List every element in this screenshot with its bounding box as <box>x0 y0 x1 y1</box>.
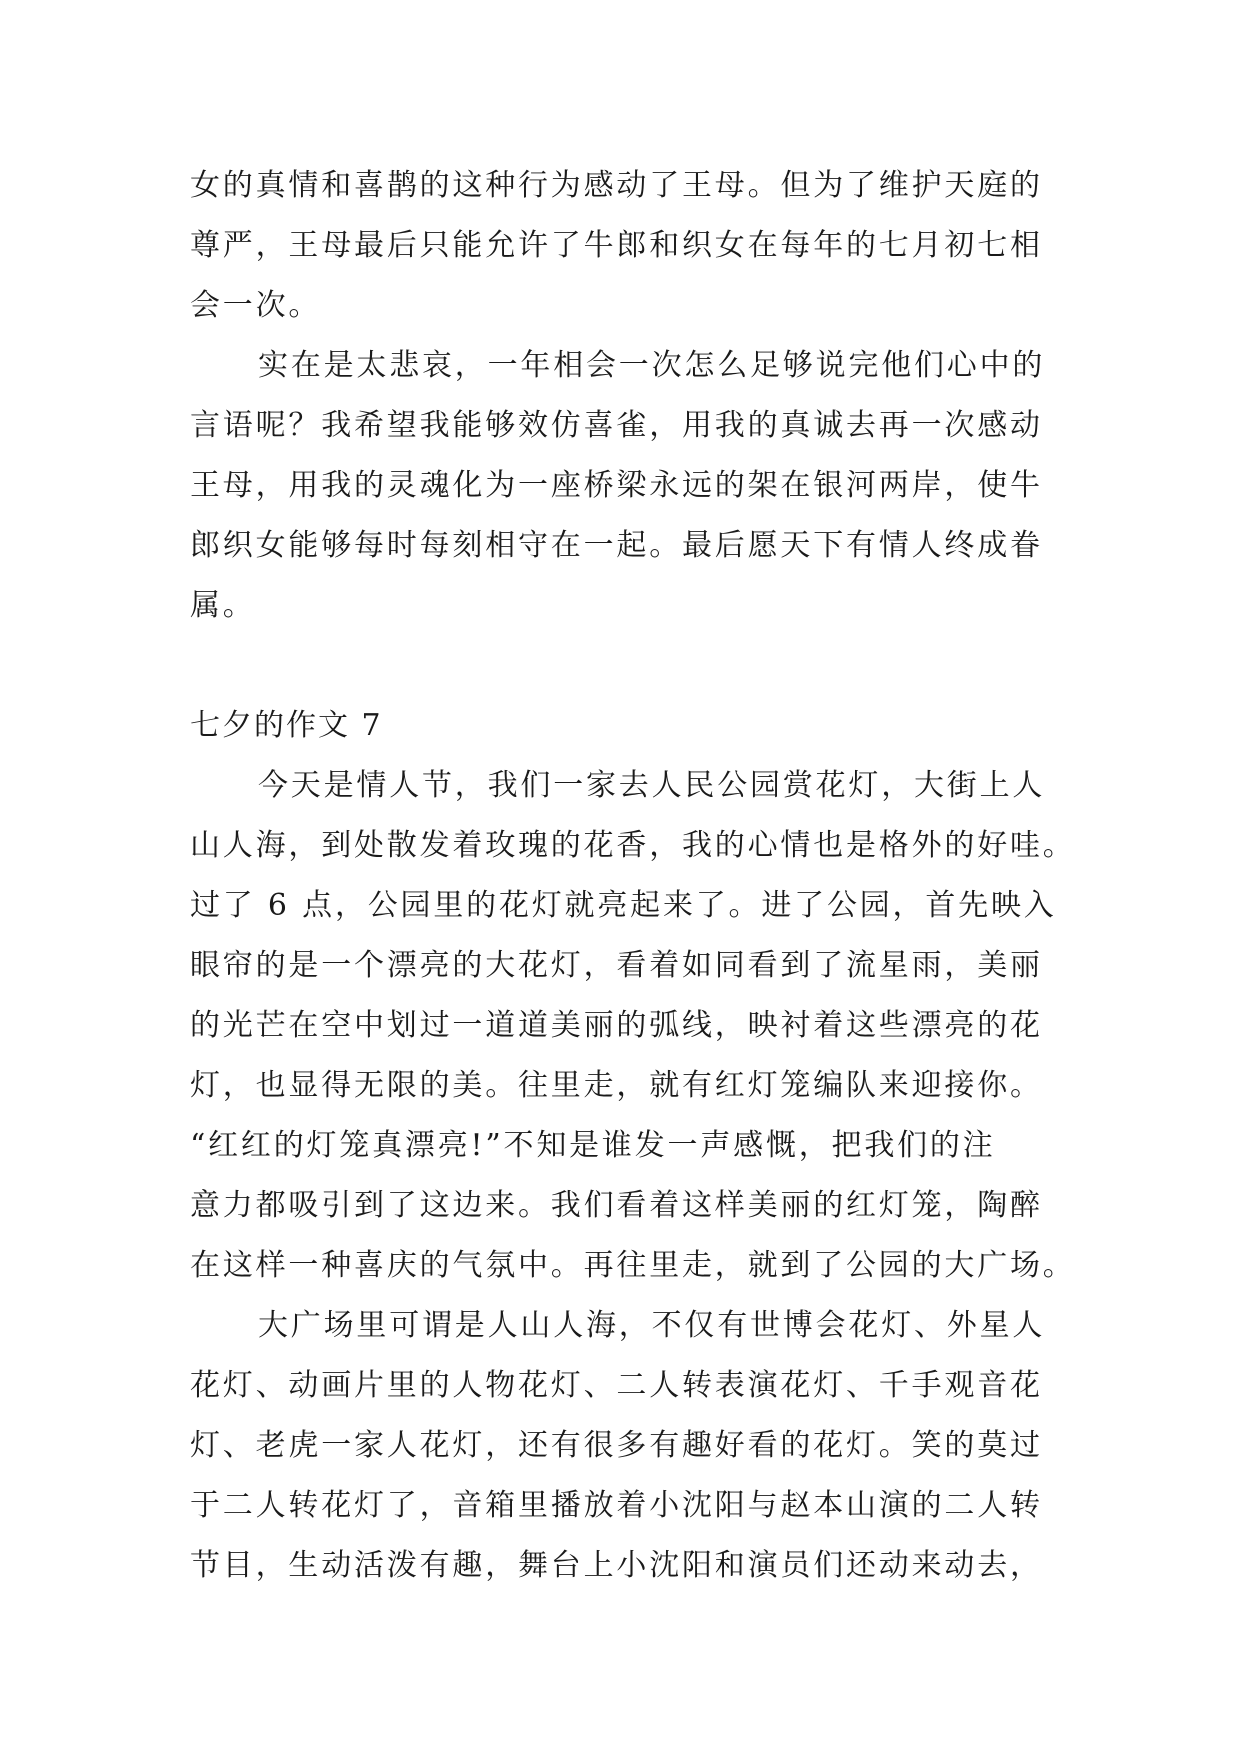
text-line: 大广场里可谓是人山人海，不仅有世博会花灯、外星人 <box>258 1308 1046 1343</box>
text-line: 在这样一种喜庆的气氛中。再往里走，就到了公园的大广场。 <box>190 1248 1076 1283</box>
paragraph-2 <box>190 336 1055 636</box>
text-line: 节目，生动活泼有趣，舞台上小沈阳和演员们还动来动去， <box>190 1548 1043 1583</box>
text-line: 的光芒在空中划过一道道美丽的弧线，映衬着这些漂亮的花 <box>190 1008 1043 1043</box>
text-line: 郎织女能够每时每刻相守在一起。最后愿天下有情人终成眷 <box>190 528 1043 563</box>
text-line: 言语呢？我希望我能够效仿喜雀，用我的真诚去再一次感动 <box>190 408 1043 443</box>
text-line: “红红的灯笼真漂亮!”不知是谁发一声感慨，把我们的注 <box>190 1128 996 1163</box>
paragraph-3 <box>190 756 1076 1296</box>
text-line: 会一次。 <box>190 288 322 323</box>
text-line: 过了 6 点，公园里的花灯就亮起来了。进了公园，首先映入 <box>190 888 1057 923</box>
text-line: 属。 <box>190 588 256 623</box>
text-line: 山人海，到处散发着玫瑰的花香，我的心情也是格外的好哇。 <box>190 828 1076 863</box>
text-line: 王母，用我的灵魂化为一座桥梁永远的架在银河两岸，使牛 <box>190 468 1043 503</box>
document-body <box>190 156 1076 1596</box>
paragraph-4 <box>190 1296 1055 1596</box>
text-line: 尊严，王母最后只能允许了牛郎和织女在每年的七月初七相 <box>190 228 1043 263</box>
text-line: 花灯、动画片里的人物花灯、二人转表演花灯、千手观音花 <box>190 1368 1043 1403</box>
section-spacer <box>190 636 1055 696</box>
text-line: 灯、老虎一家人花灯，还有很多有趣好看的花灯。笑的莫过 <box>190 1428 1043 1463</box>
heading-line: 七夕的作文 7 <box>190 708 383 743</box>
paragraph-1 <box>190 156 1055 336</box>
text-line: 今天是情人节，我们一家去人民公园赏花灯，大街上人 <box>258 768 1046 803</box>
section-heading <box>190 696 1055 756</box>
text-line: 实在是太悲哀，一年相会一次怎么足够说完他们心中的 <box>258 348 1046 383</box>
text-line: 灯，也显得无限的美。往里走，就有红灯笼编队来迎接你。 <box>190 1068 1043 1103</box>
text-line: 眼帘的是一个漂亮的大花灯，看着如同看到了流星雨，美丽 <box>190 948 1043 983</box>
text-line: 于二人转花灯了，音箱里播放着小沈阳与赵本山演的二人转 <box>190 1488 1043 1523</box>
text-line: 意力都吸引到了这边来。我们看着这样美丽的红灯笼，陶醉 <box>190 1188 1043 1223</box>
text-line: 女的真情和喜鹊的这种行为感动了王母。但为了维护天庭的 <box>190 168 1043 203</box>
